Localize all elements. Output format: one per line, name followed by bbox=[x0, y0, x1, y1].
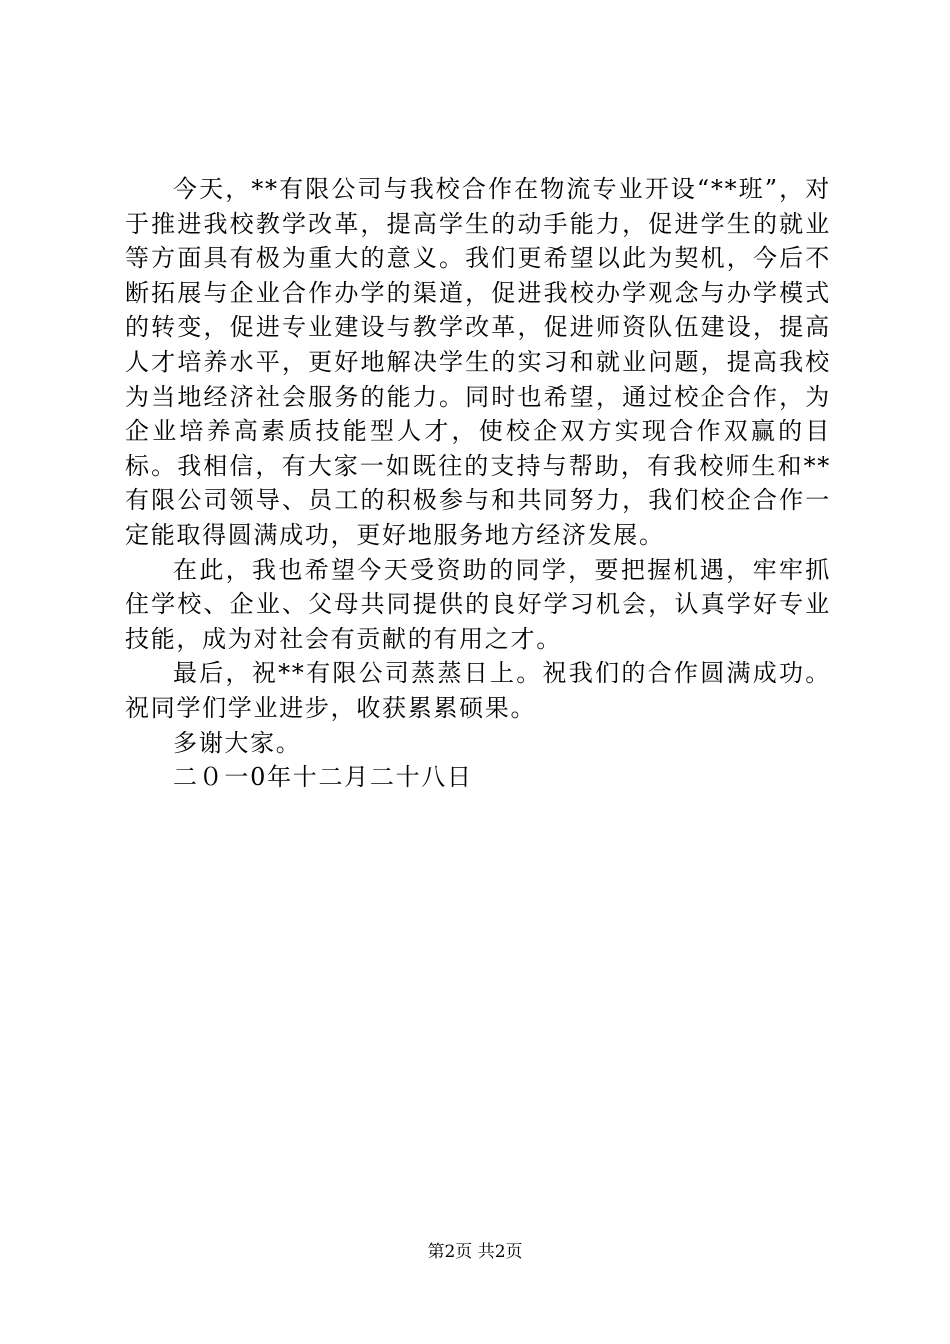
paragraph-cooperation: 今天，**有限公司与我校合作在物流专业开设“**班”，对于推进我校教学改革，提高学生的动手能力，促进学生的就业等方面具有极为重大的意义。我们更希望以此为契机，今后不断拓展与企业合作办学的渠道，促进我校办学观念与办学模式的转变，促进专业建设与教学改革，促进师资队伍建设，提高人才培养水平，更好地解决学生的实习和就业问题，提高我校为当地经济社会服务的能力。同时也希望，通过校企合作，为企业培养高素质技能型人才，使校企双方实现合作双赢的目标。我相信，有大家一如既往的支持与帮助，有我校师生和**有限公司领导、员工的积极参与和共同努力，我们校企合作一定能取得圆满成功，更好地服务地方经济发展。 bbox=[125, 175, 831, 549]
paragraph-date: 二０一0年十二月二十八日 bbox=[173, 763, 473, 792]
paragraph-students: 在此，我也希望今天受资助的同学，要把握机遇，牢牢抓住学校、企业、父母共同提供的良好学习机会，认真学好专业技能，成为对社会有贡献的有用之才。 bbox=[125, 555, 831, 653]
paragraph-thanks: 多谢大家。 bbox=[173, 728, 302, 757]
document-body bbox=[125, 172, 831, 795]
page-number-footer: 第2页 共2页 bbox=[427, 1242, 523, 1262]
paragraph-wishes: 最后，祝**有限公司蒸蒸日上。祝我们的合作圆满成功。祝同学们学业进步，收获累累硕果。 bbox=[125, 659, 831, 722]
